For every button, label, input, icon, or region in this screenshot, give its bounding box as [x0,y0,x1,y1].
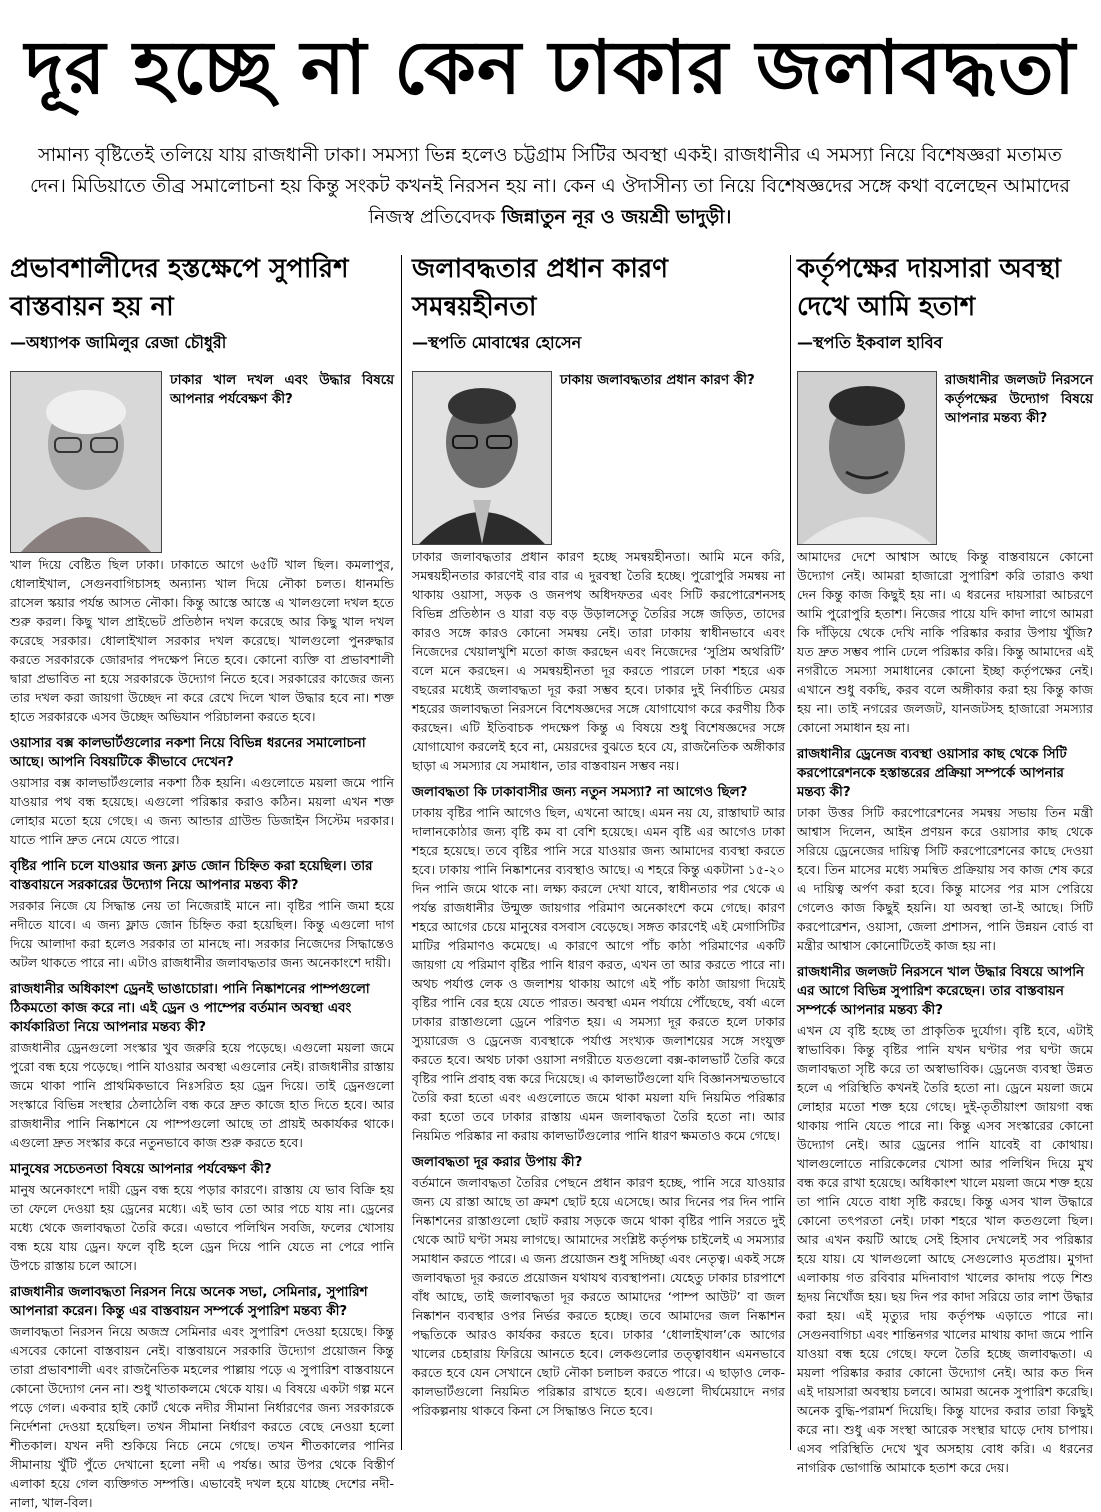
answer: বর্তমানে জলাবদ্ধতা তৈরির পেছনে প্রধান কারণ হচ্ছে, পানি সরে যাওয়ার জন্য যে রাস্তা আছে তা ক্রমশ ছোট হয়ে এসেছে। আর দিনের পর দিন পানি নিষ্কাশনের রাস্তাগুলো ছোট করায় সড়কে জমে থাকা বৃষ্টির পানি সরতে দুই থেকে আট ঘণ্টা সময় লাগছে। আমাদের সংশ্লিষ্ট কর্তৃপক্ষ চাইলেই এ সমস্যার সমাধান করতে পারে। এ জন্য প্রয়োজন শুধু সদিচ্ছা এবং নেতৃত্ব। একই সঙ্গে জলাবদ্ধতা দূর করতে প্রয়োজন যথাযথ ব্যবস্থাপনা। যেহেতু ঢাকার চারপাশে বাঁধ আছে, তাই জলাবদ্ধতা দূর করতে আমাদের ‘পাম্প আউট’ বা জল নিষ্কাশন ব্যবস্থার ওপর নির্ভর করতে হচ্ছে। তবে আমাদের জল নিষ্কাশন পদ্ধতিকে আরও কার্যকর করতে হবে। ঢাকার ‘ধোলাইখাল’কে আগের খালের চেহারায় ফিরিয়ে আনতে হবে। লেকগুলোর তত্ত্বাবধান এমনভাবে করতে হবে যেন সেখানে ছোট নৌকা চলাচল করতে পারে। এ ছাড়াও লেক-কালভার্টগুলো নিয়মিত পরিষ্কার রাখতে হবে। এগুলো দীর্ঘমেয়াদে নগর পরিকল্পনায় থাকবে কিনা সে সিদ্ধান্তও নিতে হবে। [412,1175,785,1418]
question: রাজধানীর ড্রেনেজ ব্যবস্থা ওয়াসার কাছ থেকে সিটি করপোরেশনকে হস্তান্তরের প্রক্রিয়া সম্পর্কে আপনার মন্তব্য কী? [797,747,1067,800]
answer: মানুষ অনেকাংশে দায়ী ড্রেন বন্ধ হয়ে পড়ার কারণে। রাস্তায় যে ভাব বিক্রি হয় তা ফেলে দেওয়া হয় ড্রেনের মধ্যে। এই ভাব তো আর পচে যায় না। ড্রেনের মধ্যে থেকে জলাবদ্ধতা তৈরি করে। এভাবে পলিথিন সবজি, ফলের খোসায় বন্ধ হয়ে যায় ড্রেন। ফলে বৃষ্টি হলে ড্রেন দিয়ে পানি যেতে না পেরে পানি উপচে রাস্তায় চলে আসে। [10,1182,394,1273]
column-interview-2 [412,250,785,1455]
reporter-names: জিন্নাতুন নূর ও জয়শ্রী ভাদুড়ী। [501,206,732,228]
question: রাজধানীর জলজট নিরসনে কর্তৃপক্ষের উদ্যোগ বিষয়ে আপনার মন্তব্য কী? [945,373,1093,426]
question: মানুষের সচেতনতা বিষয়ে আপনার পর্যবেক্ষণ কী? [10,1162,272,1177]
byline: —স্থপতি মোবাশ্বের হোসেন [412,333,582,352]
byline: —স্থপতি ইকবাল হাবিব [797,333,943,352]
question: ঢাকায় জলাবদ্ধতার প্রধান কারণ কী? [560,373,755,388]
answer: সরকার নিজে যে সিদ্ধান্ত নেয় তা নিজেরাই মানে না। বৃষ্টির পানি জমা হয়ে নদীতে যাবে। এ জন্য ফ্লাড জোন চিহ্নিত করা হয়েছিল। কিন্তু এগুলো দাগ দিয়ে আলাদা করা হলেও সরকার তা মানছে না। সরকার নিজেদের সিদ্ধান্তেও অটল থাকতে পারে না। এটাও রাজধানীর জলাবদ্ধতার জন্য অনেকাংশে দায়ী। [10,898,394,970]
answer: ওয়াসার বক্স কালভার্টগুলোর নকশা ঠিক হয়নি। এগুলোতে ময়লা জমে পানি যাওয়ার পথ বন্ধ হয়েছে। এগুলো পরিষ্কার করাও কঠিন। ময়লা এখন শক্ত লোহার মতো হয়ে গেছে। এ জন্য আন্ডার গ্রাউন্ড ডিজাইন সিস্টেম দরকার। যাতে পানি দ্রুত নেমে যেতে পারে। [10,775,394,847]
portrait-photo [412,371,552,545]
question: জলাবদ্ধতা দূর করার উপায় কী? [412,1155,583,1170]
column-interview-3 [797,250,1093,1475]
byline: —অধ্যাপক জামিলুর রেজা চৌধুরী [10,333,227,352]
question: ওয়াসার বক্স কালভার্টগুলোর নকশা নিয়ে বিভিন্ন ধরনের সমালোচনা আছে। আপনি বিষয়টিকে কীভাবে দেখেন? [10,736,366,770]
column-divider [790,255,791,1450]
intro-text: সামান্য বৃষ্টিতেই তলিয়ে যায় রাজধানী ঢাকা। সমস্যা ভিন্ন হলেও চট্টগ্রাম সিটির অবস্থা একই। রাজধানীর এ সমস্যা নিয়ে বিশেষজ্ঞরা মতামত দেন। মিডিয়াতে তীব্র সমালোচনা হয় কিন্তু সংকট কখনই নিরসন হয় না। কেন এ ঔদাসীন্য তা নিয়ে বিশেষজ্ঞদের সঙ্গে কথা বলেছেন আমাদের নিজস্ব প্রতিবেদক [30,144,1070,228]
column-title: জলাবদ্ধতার প্রধান কারণ সমন্বয়হীনতা [412,254,668,322]
question: রাজধানীর জলজট নিরসনে খাল উদ্ধার বিষয়ে আপনি এর আগে বিভিন্ন সুপারিশ করেছেন। তার বাস্তবায়ন সম্পর্কে আপনার মন্তব্য কী? [797,965,1085,1018]
column-title: কর্তৃপক্ষের দায়সারা অবস্থা দেখে আমি হতাশ [797,254,1062,322]
question: জলাবদ্ধতা কি ঢাকাবাসীর জন্য নতুন সমস্যা? না আগেও ছিল? [412,785,748,800]
answer: আমাদের দেশে আশ্বাস আছে কিন্তু বাস্তবায়নে কোনো উদ্যোগ নেই। আমরা হাজারো সুপারিশ করি তারাও কথা দেন কিন্তু কাজ কিছুই হয় না। এ ধরনের দায়সারা আচরণে আমি পুরোপুরি হতাশ। নিজের পায়ে যদি কাদা লাগে আমরা কি দাঁড়িয়ে থেকে দেখি নাকি পরিষ্কার করার উপায় খুঁজি? যত দ্রুত সম্ভব পানি ঢেলে পরিষ্কার করি। কিন্তু আমাদের এই নগরীতে সমস্যা সমাধানের কোনো ইচ্ছা কর্তৃপক্ষের নেই। এখানে শুধু বকছি, করব বলে অঙ্গীকার করা হয় কিন্তু কাজ হয় না। তাই নগরের জলজট, যানজটসহ হাজারো সমস্যার কোনো সমাধান হয় না। [797,549,1093,735]
question: বৃষ্টির পানি চলে যাওয়ার জন্য ফ্লাড জোন চিহ্নিত করা হয়েছিল। তার বাস্তবায়নে সরকারের উদ্যোগ নিয়ে আপনার মন্তব্য কী? [10,859,373,893]
answer: জলাবদ্ধতা নিরসন নিয়ে অজস্র সেমিনার এবং সুপারিশ দেওয়া হয়েছে। কিন্তু এসবের কোনো বাস্তবায়ন নেই। বাস্তবায়নে সরকারি উদ্যোগ প্রয়োজন কিন্তু তারা প্রভাবশালী এবং রাজনৈতিক মহলের পাল্লায় পড়ে এ সুপারিশ বাস্তবায়নে কোনো উদ্যোগ নেন না। শুধু খাতাকলমে থেকে যায়। এ বিষয়ে একটা গল্প মনে পড়ে গেল। একবার হাই কোর্ট থেকে নদীর সীমানা নির্ধারণের জন্য সরকারকে নির্দেশনা দেওয়া হয়েছিল। তখন সীমানা নির্ধারণ করতে বেছে নেওয়া হলো শীতকাল। যখন নদী শুকিয়ে নিচে নেমে গেছে। তখন শীতকালের পানির সীমানায় খুঁটি পুঁতে দেখানো হলো নদী এ পর্যন্ত। আর উপর থেকে বিস্তীর্ণ এলাকা হয়ে গেল ব্যক্তিগত সম্পত্তি। এভাবেই দখল হয়ে যাচ্ছে দেশের নদী-নালা, খাল-বিল। [10,1324,394,1510]
answer: রাজধানীর ড্রেনগুলো সংস্কার খুব জরুরি হয়ে পড়েছে। এগুলো ময়লা জমে পুরো বন্ধ হয়ে পড়েছে। পানি যাওয়ার অবস্থা এগুলোর নেই। রাজধানীর রাস্তায় জমে থাকা পানি প্রাথমিকভাবে নিঃসরিত হয় ড্রেন দিয়ে। তাই ড্রেনগুলো সংস্কারে বিভিন্ন সংস্থার ঠেলাঠেলি বন্ধ করে দ্রুত কাজে হাত দিতে হবে। আর রাজধানীর পানি নিষ্কাশনে যে পাম্পগুলো আছে তা প্রায়ই অকার্যকর থাকে। এগুলো দ্রুত সংস্কার করে নতুনভাবে কাজ শুরু করতে হবে। [10,1040,394,1150]
question: রাজধানীর জলাবদ্ধতা নিরসন নিয়ে অনেক সভা, সেমিনার, সুপারিশ আপনারা করেন। কিন্তু এর বাস্তবায়ন সম্পর্কে সুপারিশ মন্তব্য কী? [10,1285,368,1319]
column-title: প্রভাবশালীদের হস্তক্ষেপে সুপারিশ বাস্তবায়ন হয় না [10,254,349,322]
column-interview-1 [10,250,394,1510]
portrait-photo [797,371,937,545]
question: রাজধানীর অধিকাংশ ড্রেনই ভাঙাচোরা। পানি নিষ্কাশনের পাম্পগুলো ঠিকমতো কাজ করে না। এই ড্রেন ও পাম্পের বর্তমান অবস্থা এবং কার্যকারিতা নিয়ে আপনার মন্তব্য কী? [10,982,370,1035]
intro [30,140,1070,233]
answer: এখন যে বৃষ্টি হচ্ছে তা প্রাকৃতিক দুর্যোগ। বৃষ্টি হবে, এটাই স্বাভাবিক। কিন্তু বৃষ্টির পানি যখন ঘণ্টার পর ঘণ্টা জমে জলাবদ্ধতা সৃষ্টি করে তা অস্বাভাবিক। ড্রেনেজ ব্যবস্থা উন্নত হলে এ পরিস্থিতি কখনই তৈরি হতো না। ড্রেনে ময়লা জমে লোহার মতো শক্ত হয়ে গেছে। দুই-তৃতীয়াংশ জায়গা বন্ধ থাকায় পানি যেতে পারে না। কিন্তু এসব সংস্কারের কোনো উদ্যোগ নেই। আর ড্রেনের পানি যাবেই বা কোথায়। খালগুলোতে নারিকেলের খোসা আর পলিথিন দিয়ে মুখ বন্ধ করে রাখা হয়েছে। অধিকাংশ খালে ময়লা জমে শক্ত হয়ে তা পানি যেতে বাধা সৃষ্টি করছে। কিন্তু এসব খাল উদ্ধারে কোনো তৎপরতা নেই। ঢাকা শহরে খাল কতগুলো ছিল। আর এখন কয়টি আছে সেই হিসাব দেখলেই সব পরিষ্কার হয়ে যায়। যে খালগুলো আছে সেগুলোও মৃতপ্রায়। মুগদা এলাকায় গত রবিবার মদিনাবাগ খালের কাদায় পড়ে শিশু হৃদয় নিখোঁজ হয়। ছয় দিন পর কাদা সরিয়ে তার লাশ উদ্ধার করা হয়। এই মৃত্যুর দায় কর্তৃপক্ষ এড়াতে পারে না। সেগুনবাগিচা এবং শান্তিনগর খালের মাথায় কাদা জমে পানি যাওয়া বন্ধ হয়ে গেছে। ফলে তৈরি হচ্ছে জলাবদ্ধতা। এ ময়লা পরিষ্কার করার কোনো উদ্যোগ নেই। আর কত দিন এই দায়সারা অবস্থায় চলবে। আমরা অনেক সুপারিশ করেছি। অনেক বুদ্ধি-পরামর্শ দিয়েছি। কিন্তু যাদের করার তারা কিছুই করে না। শুধু এক সংস্থা আরেক সংস্থার ঘাড়ে দোষ চাপায়। এসব পরিস্থিতি দেখে খুব অসহায় বোধ করি। এ ধরনের নাগরিক ভোগান্তি আমাকে হতাশ করে দেয়। [797,1023,1093,1475]
answer: খাল দিয়ে বেষ্টিত ছিল ঢাকা। ঢাকাতে আগে ৬৫টি খাল ছিল। কমলাপুর, ধোলাইখাল, সেগুনবাগিচাসহ অন্যান্য খাল দিয়ে নৌকা চলত। ধানমন্ডি রাসেল স্কয়ার পর্যন্ত আসত নৌকা। কিন্তু আস্তে আস্তে এ খালগুলো দখল হতে শুরু করল। কিছু খাল প্রাইভেট প্রতিষ্ঠান দখল করেছে আর কিছু খাল দখল করেছে সরকার। ধোলাইখাল সরকার দখল করেছে। খালগুলো পুনরুদ্ধার করতে সরকারকে জোরদার পদক্ষেপ নিতে হবে। কোনো ব্যক্তি বা প্রভাবশালী দ্বারা প্রভাবিত না হয়ে সরকারকে উদ্যোগ নিতে হবে। সরকারের কাজের জন্য তার দখল করা জায়গা উচ্ছেদ না করে রেখে দিলে খাল উদ্ধার হবে না। শক্ত হাতে সরকারকে এসব উচ্ছেদ অভিযান পরিচালনা করতে হবে। [10,557,394,724]
portrait-photo [10,371,162,553]
answer: ঢাকায় বৃষ্টির পানি আগেও ছিল, এখনো আছে। এমন নয় যে, রাস্তাঘাট আর দালানকোঠার জন্য বৃষ্টি কম বা বেশি হয়েছে। এমন বৃষ্টি এর আগেও ঢাকা শহরে হয়েছে। তবে বৃষ্টির পানি সরে যাওয়ার জন্য আমাদের ব্যবস্থা করতে হবে। ঢাকায় পানি নিষ্কাশনের ব্যবস্থাও আছে। এ শহরে কিন্তু একটানা ১৫-২০ দিন পানি জমে থাকে না। লক্ষ্য করলে দেখা যাবে, স্বাধীনতার পর থেকে এ পর্যন্ত রাজধানীর উন্মুক্ত জায়গার পরিমাণ অনেকাংশে কমে গেছে। কারণ শহরে আগের চেয়ে মানুষের বসবাস বেড়েছে। সঙ্গত কারণেই এই মেগাসিটির মাটির পরিমাণও কমেছে। এ কারণে আগে পাঁচ কাঠা পরিমাণের একটি জায়গা যে পরিমাণ বৃষ্টির পানি ধারণ করত, এখন তা আর করতে পারে না। অথচ পর্যাপ্ত লেক ও জলাশয় থাকায় আগে এই পাঁচ কাঠা জায়গা দিয়েই বৃষ্টির পানি বের হয়ে যেতে পারত। অবস্থা এমন পর্যায়ে পৌঁছেছে, বর্ষা এলে ঢাকার রাস্তাগুলো ড্রেনে পরিণত হয়। এ সমস্যা দূর করতে হলে ঢাকার স্যুয়ারেজ ও ড্রেনেজ ব্যবস্থাকে পর্যাপ্ত সংখ্যক জলাশয়ের সঙ্গে সংযুক্ত করতে হবে। অথচ ঢাকা ওয়াসা নগরীতে যতগুলো বক্স-কালভার্ট তৈরি করে বৃষ্টির পানি প্রবাহ বন্ধ করে দিয়েছে। এ কালভার্টগুলো যদি বিজ্ঞানসম্মতভাবে তৈরি করা হতো এবং এগুলোতে জমে থাকা ময়লা যদি নিয়মিত পরিষ্কার করা হতো তবে ঢাকার রাস্তায় এমন জলাবদ্ধতা তৈরি হতো না। আর নিয়মিত পরিষ্কার না করায় কালভার্টগুলোর পানি ধারণ ক্ষমতাও কমে গেছে। [412,805,785,1143]
answer: ঢাকা উত্তর সিটি করপোরেশনের সমন্বয় সভায় তিন মন্ত্রী আশ্বাস দিলেন, আইন প্রণয়ন করে ওয়াসার কাছ থেকে সরিয়ে ড্রেনেজের দায়িত্ব সিটি করপোরেশনের কাছে দেওয়া হবে। তিন মাসের মধ্যে সমন্বিত প্রক্রিয়ায় সব কাজ শেষ করে এ দায়িত্ব অর্পণ করা হবে। কিন্তু মাসের পর মাস পেরিয়ে গেলেও কাজ কিছুই হয়নি। যা অবস্থা তা-ই আছে। সিটি করপোরেশন, ওয়াসা, জেলা প্রশাসন, পানি উন্নয়ন বোর্ড বা মন্ত্রীর আশ্বাস কোনোটিতেই কাজ হয় না। [797,805,1093,953]
headline: দূর হচ্ছে না কেন ঢাকার জলাবদ্ধতা [24,25,1077,111]
question: ঢাকার খাল দখল এবং উদ্ধার বিষয়ে আপনার পর্যবেক্ষণ কী? [170,373,394,407]
column-divider [401,255,402,1450]
answer: ঢাকার জলাবদ্ধতার প্রধান কারণ হচ্ছে সমন্বয়হীনতা। আমি মনে করি, সমন্বয়হীনতার কারণেই বার বার এ দুরবস্থা তৈরি হচ্ছে। পুরোপুরি সমন্বয় না থাকায় ওয়াসা, সড়ক ও জনপথ অধিদফতর এবং সিটি করপোরেশনসহ বিভিন্ন প্রতিষ্ঠান ও যারা বড় বড় উড়ালসেতু তৈরির সঙ্গে জড়িত, তাদের কারও সঙ্গে কারও কোনো সমন্বয় নেই। তারা ঢাকায় স্বাধীনভাবে এবং নিজেদের খেয়ালখুশি মতো কাজ করছেন এবং নিজেদের ‘সুপ্রিম অথরিটি’ বলে মনে করছেন। এ সমন্বয়হীনতা দূর করতে পারলে ঢাকা শহরে এক বছরের মধ্যেই জলাবদ্ধতা দূর করা সম্ভব হবে। ঢাকার দুই নির্বাচিত মেয়র শহরের জলাবদ্ধতা নিরসনে বিশেষজ্ঞদের সঙ্গে যোগাযোগ করে করণীয় ঠিক করছেন। এটি ইতিবাচক পদক্ষেপ কিন্তু এ বিষয়ে শুধু বিশেষজ্ঞদের সঙ্গে যোগাযোগ করলেই হবে না, মেয়রদের বুঝতে হবে যে, রাজনৈতিক অঙ্গীকার ছাড়া এ সমস্যার যে সমাধান, তার বাস্তবায়ন সম্ভব নয়। [412,549,785,773]
